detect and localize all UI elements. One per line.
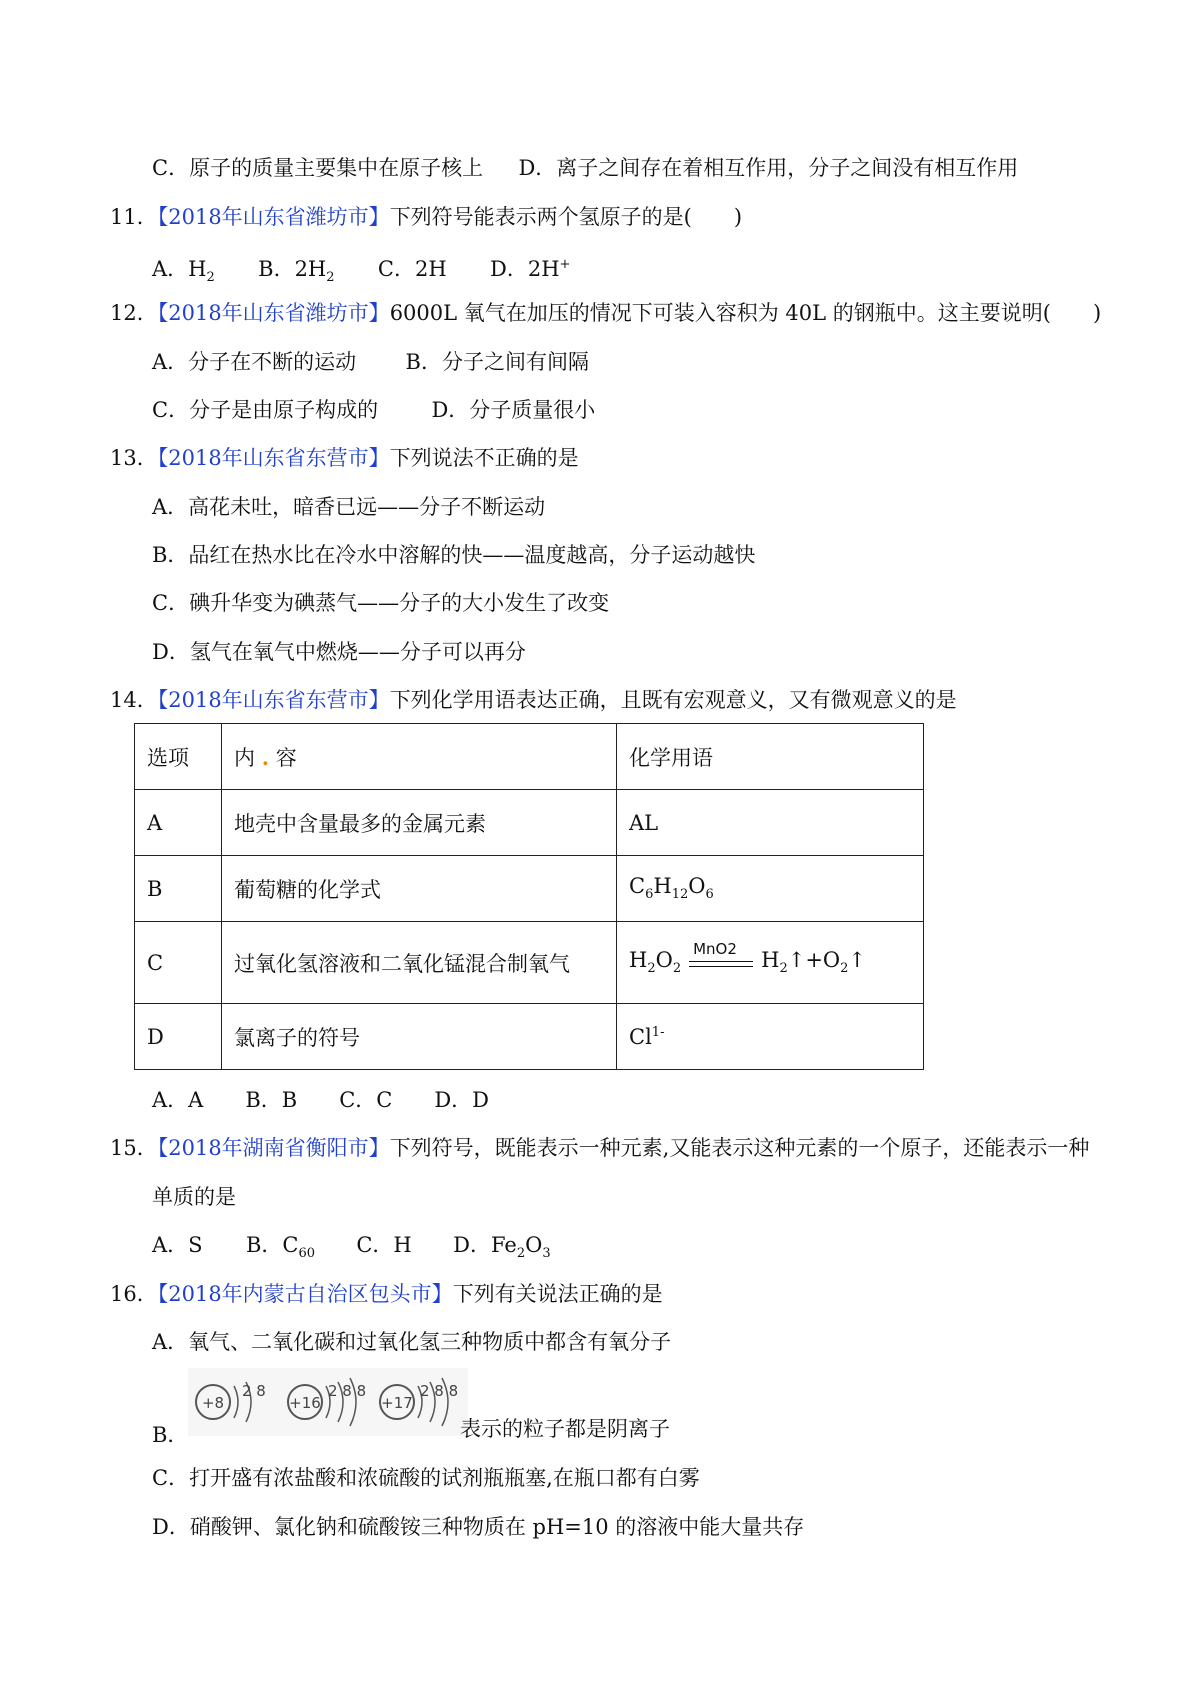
q12-option-c: C．分子是由原子构成的 [152, 398, 379, 422]
row-b-option: B [135, 856, 222, 922]
q12-option-d: D．分子质量很小 [431, 398, 596, 422]
q12-text: 6000L 氧气在加压的情况下可装入容积为 40L 的钢瓶中。这主要说明( ) [389, 301, 1102, 325]
q13-text: 下列说法不正确的是 [389, 446, 579, 470]
q11-option-a: A．$H_2$ [152, 257, 215, 286]
q10-options-cd [152, 153, 1018, 183]
atom-structure-diagrams [188, 1368, 468, 1436]
q15-source: 【2018年湖南省衡阳市】 [157, 1136, 390, 1160]
q12-options-ab [152, 347, 589, 377]
q16-option-b-label: B． [152, 1423, 189, 1447]
q15-options [152, 1230, 551, 1269]
q14-options: A．A B．B C．C D．D [152, 1088, 490, 1112]
q16-option-d: D．硝酸钾、氯化钠和硫酸铵三种物质在 pH=10 的溶液中能大量共存 [152, 1515, 805, 1539]
q11-option-c: C．2H [377, 257, 447, 281]
row-d-content: 氯离子的符号 [222, 1004, 617, 1070]
row-b-content: 葡萄糖的化学式 [222, 856, 617, 922]
q14-number: 14． [110, 688, 158, 712]
header-content: 内 . 容 [222, 724, 617, 790]
q15-option-b: B．$C_{60}$ [245, 1233, 315, 1262]
q11-option-b: B．$2H_2$ [258, 257, 335, 286]
q16-option-a: A．氧气、二氧化碳和过氧化氢三种物质中都含有氧分子 [152, 1330, 672, 1354]
atom-shells-label: 2 8 [242, 1382, 266, 1400]
q11-text: 下列符号能表示两个氢原子的是( ) [389, 205, 743, 229]
row-d-expression: $Cl^{1-}$ [617, 1004, 924, 1070]
q13-stem [110, 443, 579, 473]
atom-nucleus-label: +16 [289, 1394, 321, 1412]
q12-source: 【2018年山东省潍坊市】 [157, 301, 390, 325]
atom-shells-label: 2 8 8 [420, 1382, 459, 1400]
q11-option-d: D．2H+ [490, 257, 571, 281]
q11-options [152, 250, 570, 293]
q15-number: 15． [110, 1136, 158, 1160]
q13-option-c: C．碘升华变为碘蒸气——分子的大小发生了改变 [152, 591, 610, 615]
row-c-expression [617, 922, 924, 1004]
row-d-option: D [135, 1004, 222, 1070]
q13-source: 【2018年山东省东营市】 [157, 446, 390, 470]
q15-option-d: D．$Fe_2O_3$ [453, 1233, 551, 1262]
q16-number: 16． [110, 1282, 158, 1306]
q12-option-b: B．分子之间有间隔 [405, 350, 589, 374]
q12-options-cd [152, 395, 595, 425]
row-c-content: 过氧化氢溶液和二氧化锰混合制氧气 [222, 922, 617, 1004]
q14-table [134, 723, 924, 1070]
row-b-expression: $C_6H_{12}O_6$ [617, 856, 924, 922]
row-c-option: C [135, 922, 222, 1004]
q14-source: 【2018年山东省东营市】 [157, 688, 390, 712]
q11-source: 【2018年山东省潍坊市】 [157, 205, 390, 229]
q11-stem [110, 202, 742, 232]
row-a-content: 地壳中含量最多的金属元素 [222, 790, 617, 856]
q16-stem [110, 1279, 663, 1309]
q13-option-b: B．品红在热水比在冷水中溶解的快——温度越高，分子运动越快 [152, 543, 756, 567]
row-a-option: A [135, 790, 222, 856]
q15-text: 下列符号，既能表示一种元素,又能表示这种元素的一个原子，还能表示一种 [389, 1136, 1090, 1160]
table-header-row [135, 724, 924, 790]
q16-text: 下列有关说法正确的是 [452, 1282, 663, 1306]
header-expression: 化学用语 [617, 724, 924, 790]
q10-option-d: D．离子之间存在着相互作用，分子之间没有相互作用 [518, 156, 1019, 180]
catalyst-label: MnO2 [693, 939, 737, 958]
q15-stem-cont: 单质的是 [152, 1185, 236, 1209]
q12-number: 12． [110, 301, 158, 325]
row-a-expression: AL [617, 790, 924, 856]
table-row [135, 922, 924, 1004]
q12-option-a: A．分子在不断的运动 [152, 350, 357, 374]
q16-option-c: C．打开盛有浓盐酸和浓硫酸的试剂瓶瓶塞,在瓶口都有白雾 [152, 1466, 700, 1490]
table-row [135, 1004, 924, 1070]
atom-shells-label: 2 8 8 [328, 1382, 367, 1400]
q10-option-c: C．原子的质量主要集中在原子核上 [152, 156, 484, 180]
q13-option-a: A．高花未吐，暗香已远——分子不断运动 [152, 495, 546, 519]
q15-option-c: C．H [356, 1233, 412, 1257]
q14-stem [110, 685, 957, 715]
equation-arrow [689, 939, 753, 978]
q15-stem [110, 1133, 1089, 1163]
table-row [135, 790, 924, 856]
chemical-equation: $H_2O_2$ MnO2 $H_2↑+O_2↑$ [629, 939, 867, 977]
q16-option-b-text: 表示的粒子都是阴离子 [460, 1417, 670, 1441]
q15-option-a: A．S [152, 1233, 203, 1257]
q13-option-d: D．氢气在氧气中燃烧——分子可以再分 [152, 640, 526, 664]
atom-nucleus-label: +17 [381, 1394, 413, 1412]
q16-source: 【2018年内蒙古自治区包头市】 [157, 1282, 453, 1306]
atom-nucleus-label: +8 [201, 1394, 225, 1412]
q13-number: 13． [110, 446, 158, 470]
q14-text: 下列化学用语表达正确，且既有宏观意义，又有微观意义的是 [389, 688, 957, 712]
header-option: 选项 [135, 724, 222, 790]
q11-number: 11． [110, 205, 158, 229]
q12-stem [110, 298, 1101, 328]
table-row [135, 856, 924, 922]
